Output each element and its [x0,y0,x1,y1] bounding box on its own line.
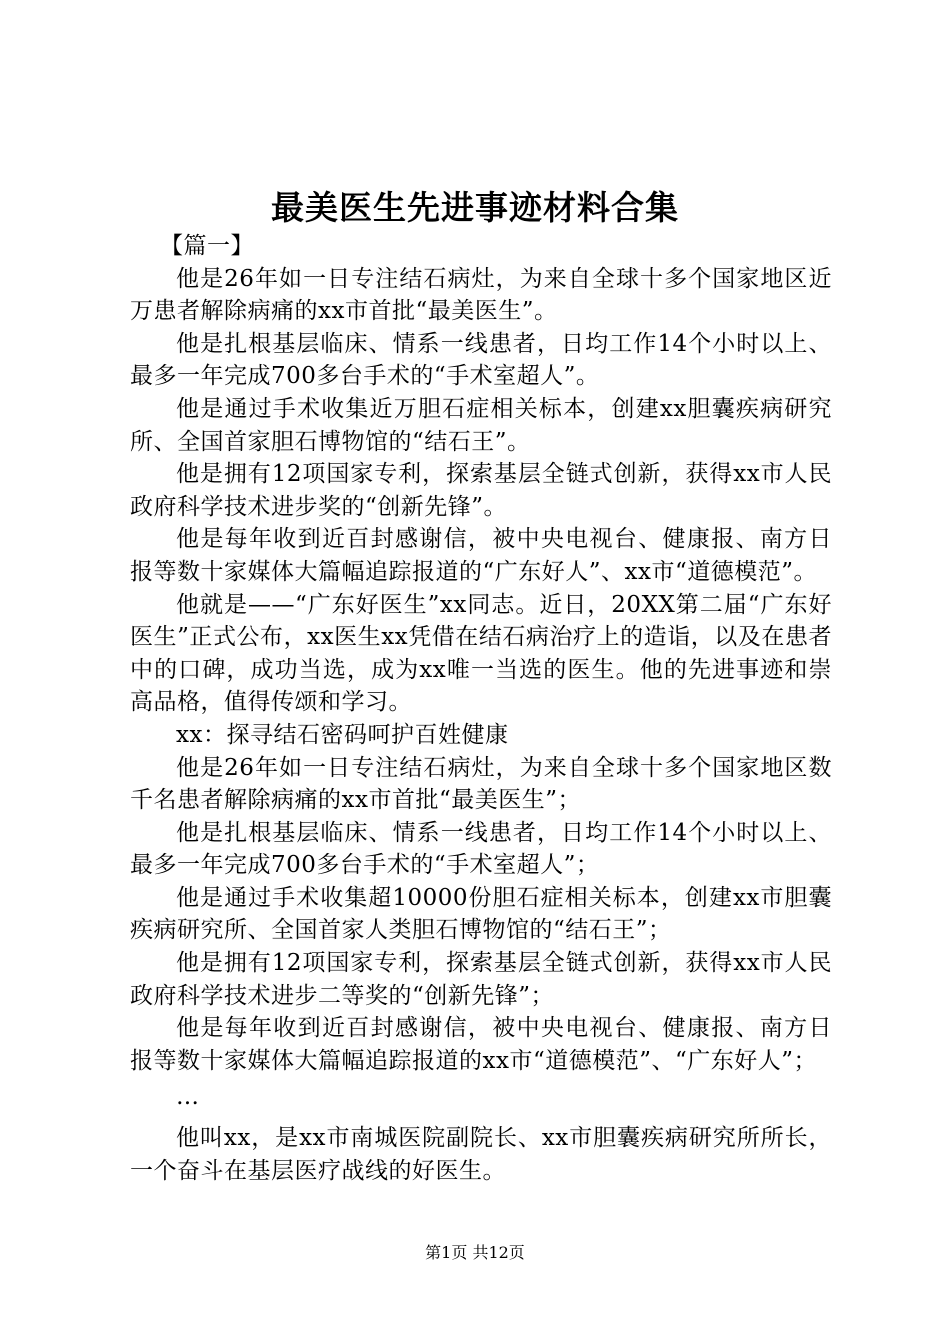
page-footer: 第1页 共12页 [425,1243,525,1262]
paragraph: 他是扎根基层临床、情系一线患者，日均工作14个小时以上、最多一年完成700多台手术的“手术室超人”； [130,819,832,879]
document-title: 最美医生先进事迹材料合集 [271,188,679,227]
document-body [130,230,832,1187]
paragraph: 他叫xx，是xx市南城医院副院长、xx市胆囊疾病研究所所长，一个奋斗在基层医疗战线的好医生。 [130,1125,832,1184]
paragraph: 他是扎根基层临床、情系一线患者，日均工作14个小时以上、最多一年完成700多台手术的“手术室超人”。 [130,330,832,390]
ellipsis: … [176,1084,200,1111]
paragraph: 他是每年收到近百封感谢信，被中央电视台、健康报、南方日报等数十家媒体大篇幅追踪报道的xx市“道德模范”、“广东好人”； [130,1015,832,1074]
paragraph: 他是每年收到近百封感谢信，被中央电视台、健康报、南方日报等数十家媒体大篇幅追踪报道的“广东好人”、xx市“道德模范”。 [130,526,832,585]
paragraph: 他是26年如一日专注结石病灶，为来自全球十多个国家地区近万患者解除病痛的xx市首批“最美医生”。 [130,265,832,325]
subheading: xx：探寻结石密码呵护百姓健康 [176,721,509,748]
paragraph: 他是拥有12项国家专利，探索基层全链式创新，获得xx市人民政府科学技术进步二等奖的“创新先锋”； [130,950,832,1009]
paragraph: 他是拥有12项国家专利，探索基层全链式创新，获得xx市人民政府科学技术进步奖的“创新先锋”。 [130,461,832,520]
paragraph: 他是通过手术收集近万胆石症相关标本，创建xx胆囊疾病研究所、全国首家胆石博物馆的“结石王”。 [130,395,832,455]
paragraph: 他就是——“广东好医生”xx同志。近日，20XX第二届“广东好医生”正式公布，xx医生xx凭借在结石病治疗上的造诣，以及在患者中的口碑，成功当选，成为xx唯一当选的医生。他的先进事迹和崇高品格，值得传颂和学习。 [130,591,832,716]
paragraph: 他是26年如一日专注结石病灶，为来自全球十多个国家地区数千名患者解除病痛的xx市首批“最美医生”； [130,754,832,814]
section-label: 【篇一】 [160,233,254,259]
paragraph: 他是通过手术收集超10000份胆石症相关标本，创建xx市胆囊疾病研究所、全国首家人类胆石博物馆的“结石王”； [130,884,832,944]
